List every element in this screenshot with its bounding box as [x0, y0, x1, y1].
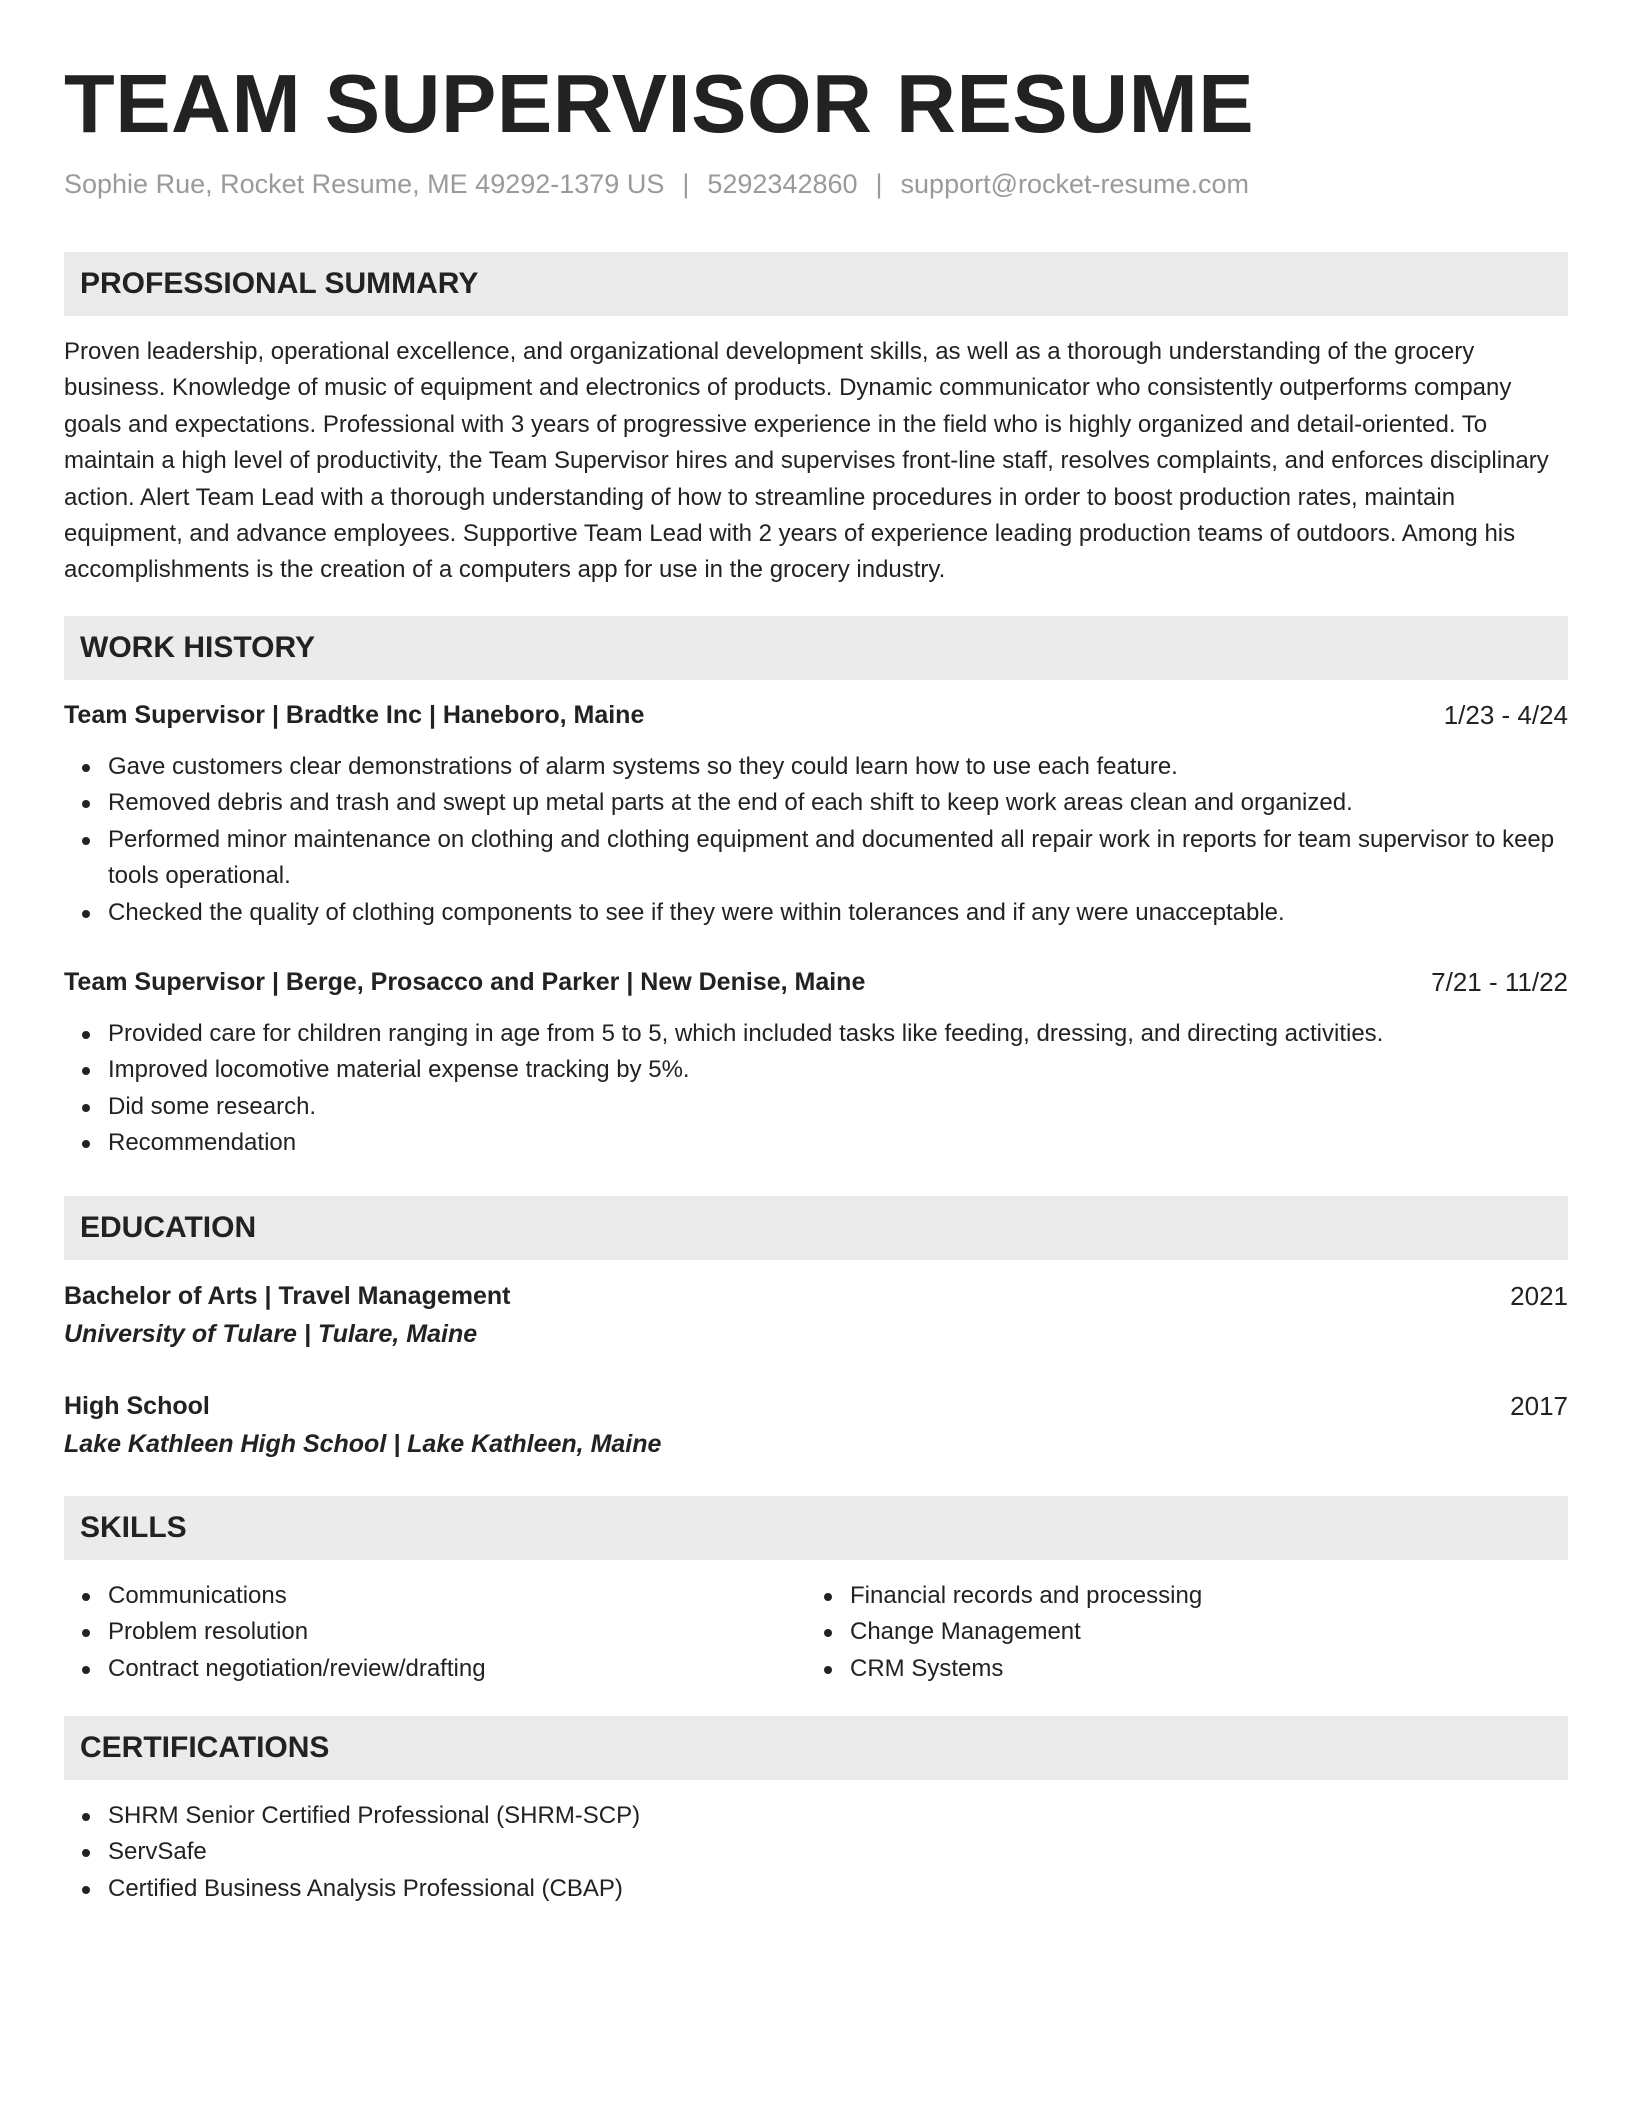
list-item: Checked the quality of clothing components to see if they were within tolerances and if any were unacceptable.: [108, 895, 1568, 931]
education-year: 2021: [1510, 1281, 1568, 1311]
list-item: SHRM Senior Certified Professional (SHRM-SCP): [108, 1798, 1568, 1834]
list-item: Problem resolution: [108, 1614, 808, 1650]
job-dates: 7/21 - 11/22: [1431, 967, 1568, 997]
contact-separator: |: [875, 169, 883, 199]
list-item: Gave customers clear demonstrations of alarm systems so they could learn how to use each feature.: [108, 749, 1568, 785]
job-title: Team Supervisor | Berge, Prosacco and Parker | New Denise, Maine: [64, 968, 866, 996]
contact-phone: 5292342860: [707, 169, 858, 199]
list-item: CRM Systems: [850, 1651, 1550, 1687]
list-item: Improved locomotive material expense tracking by 5%.: [108, 1052, 1568, 1088]
education-degree: Bachelor of Arts | Travel Management: [64, 1282, 511, 1310]
job-title: Team Supervisor | Bradtke Inc | Haneboro, Maine: [64, 701, 645, 729]
list-item: Recommendation: [108, 1125, 1568, 1161]
education-degree: High School: [64, 1392, 210, 1420]
list-item: Performed minor maintenance on clothing and clothing equipment and documented all repair work in reports for team supervisor to keep tools operational.: [108, 822, 1568, 895]
education-header: [64, 1388, 1568, 1424]
resume-title: TEAM SUPERVISOR RESUME: [64, 57, 1255, 150]
section-heading-education: EDUCATION: [64, 1196, 1568, 1260]
list-item: ServSafe: [108, 1834, 1568, 1870]
job-header: [64, 964, 1568, 1000]
education-header: [64, 1278, 1568, 1314]
contact-address: Sophie Rue, Rocket Resume, ME 49292-1379 US: [64, 169, 665, 199]
skills-list-left: [108, 1578, 808, 1687]
list-item: Communications: [108, 1578, 808, 1614]
contact-line: [64, 166, 1249, 202]
list-item: Financial records and processing: [850, 1578, 1550, 1614]
certifications-list: [108, 1798, 1568, 1907]
job-header: [64, 697, 1568, 733]
list-item: Removed debris and trash and swept up metal parts at the end of each shift to keep work areas clean and organized.: [108, 785, 1568, 821]
section-heading-summary: PROFESSIONAL SUMMARY: [64, 252, 1568, 316]
summary-text: Proven leadership, operational excellence, and organizational development skills, as well as a thorough understanding of the grocery business. Knowledge of music of equipment and electronics of products. Dynamic communicator who consistently outperforms company goals and expectations. Professional with 3 years of progressive experience in the field who is highly organized and detail-oriented. To maintain a high level of productivity, the Team Supervisor hires and supervises front-line staff, resolves complaints, and enforces disciplinary action. Alert Team Lead with a thorough understanding of how to streamline procedures in order to boost production rates, maintain equipment, and advance employees. Supportive Team Lead with 2 years of experience leading production teams of outdoors. Among his accomplishments is the creation of a computers app for use in the grocery industry.: [64, 338, 1549, 584]
list-item: Certified Business Analysis Professional (CBAP): [108, 1871, 1568, 1907]
section-heading-skills: SKILLS: [64, 1496, 1568, 1560]
job-dates: 1/23 - 4/24: [1443, 700, 1568, 730]
list-item: Provided care for children ranging in age from 5 to 5, which included tasks like feeding, dressing, and directing activities.: [108, 1016, 1568, 1052]
education-school: Lake Kathleen High School | Lake Kathleen, Maine: [64, 1430, 662, 1458]
education-school: University of Tulare | Tulare, Maine: [64, 1320, 478, 1348]
education-year: 2017: [1510, 1391, 1568, 1421]
contact-email: support@rocket-resume.com: [900, 169, 1250, 199]
contact-separator: |: [682, 169, 690, 199]
list-item: Contract negotiation/review/drafting: [108, 1651, 808, 1687]
job-bullets: [108, 749, 1568, 931]
list-item: Change Management: [850, 1614, 1550, 1650]
section-heading-work-history: WORK HISTORY: [64, 616, 1568, 680]
list-item: Did some research.: [108, 1089, 1568, 1125]
section-heading-certifications: CERTIFICATIONS: [64, 1716, 1568, 1780]
skills-list-right: [850, 1578, 1550, 1687]
job-bullets: [108, 1016, 1568, 1162]
